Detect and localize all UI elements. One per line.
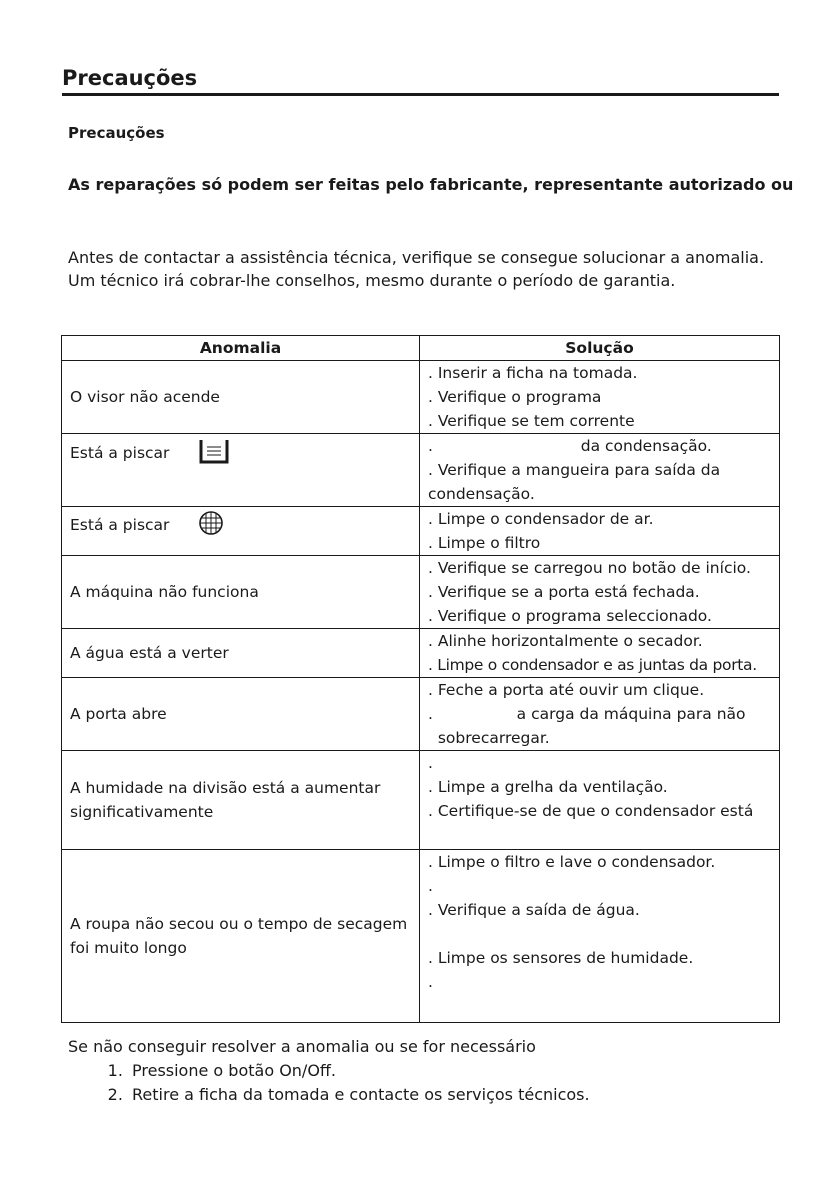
table-row: [62, 556, 780, 629]
intro-line-2: Um técnico irá cobrar-lhe conselhos, mesmo durante o período de garantia.: [68, 271, 676, 290]
solution-line: . Verifique o programa seleccionado.: [428, 607, 712, 625]
intro-text: [68, 246, 788, 292]
solution-line: . Verifique se tem corrente: [428, 412, 635, 430]
solution-line: . a carga da máquina para não: [428, 705, 746, 723]
solution-line: . Inserir a ficha na tomada.: [428, 364, 638, 382]
solution-line: . Verifique o programa: [428, 388, 602, 406]
problem-cell: A humidade na divisão está a aumentar significativamente: [62, 751, 420, 850]
solution-cell: [420, 850, 780, 1023]
column-header-solucao: Solução: [420, 336, 780, 361]
solution-line: . da condensação.: [428, 437, 712, 455]
solution-line: . Verifique se carregou no botão de início.: [428, 559, 751, 577]
solution-line: .: [428, 973, 433, 991]
footer-instructions: [68, 1035, 590, 1107]
table-row: [62, 361, 780, 434]
table-header-row: [62, 336, 780, 361]
solution-line: . Certifique-se de que o condensador está: [428, 802, 754, 820]
solution-cell: [420, 361, 780, 434]
solution-line: . Feche a porta até ouvir um clique.: [428, 681, 705, 699]
solution-cell: [420, 678, 780, 751]
intro-line-1: Antes de contactar a assistência técnica, verifique se consegue solucionar a anomalia.: [68, 248, 765, 267]
problem-text: Está a piscar: [70, 444, 170, 462]
table-row: [62, 434, 780, 507]
solution-line: .: [428, 877, 433, 895]
table-row: [62, 629, 780, 678]
solution-line: . Limpe os sensores de humidade.: [428, 949, 694, 967]
solution-line: . Limpe o condensador de ar.: [428, 510, 654, 528]
problem-text: Está a piscar: [70, 516, 170, 534]
problem-with-icon: [70, 509, 419, 541]
problem-cell: A máquina não funciona: [62, 556, 420, 629]
solution-line: . Verifique se a porta está fechada.: [428, 583, 700, 601]
solution-line: . Verifique a saída de água.: [428, 901, 640, 919]
steps-list: [68, 1059, 590, 1107]
solution-line: condensação.: [428, 485, 535, 503]
footer-text: Se não conseguir resolver a anomalia ou se for necessário: [68, 1037, 536, 1056]
problem-cell: A porta abre: [62, 678, 420, 751]
solution-line: . Verifique a mangueira para saída da: [428, 461, 721, 479]
troubleshooting-table: [61, 335, 780, 1023]
problem-cell: A água está a verter: [62, 629, 420, 678]
filter-grid-icon: [197, 509, 225, 541]
table-row: [62, 678, 780, 751]
solution-line: .: [428, 754, 433, 772]
section-heading: Precauções: [68, 124, 165, 142]
solution-line: . Limpe o condensador e as juntas da porta.: [428, 656, 757, 674]
solution-line: . Alinhe horizontalmente o secador.: [428, 632, 703, 650]
table-row: [62, 507, 780, 556]
solution-line: sobrecarregar.: [428, 729, 550, 747]
solution-line: . Limpe o filtro: [428, 534, 541, 552]
water-tank-icon: [197, 436, 231, 470]
title-divider: [62, 93, 779, 96]
solution-line: [428, 922, 779, 946]
solution-cell: [420, 507, 780, 556]
problem-cell: [62, 507, 420, 556]
problem-cell: O visor não acende: [62, 361, 420, 434]
table-row: [62, 850, 780, 1023]
solution-cell: [420, 751, 780, 850]
solution-cell: [420, 556, 780, 629]
list-item: 1. Pressione o botão On/Off.: [128, 1059, 590, 1083]
solution-line: . Limpe a grelha da ventilação.: [428, 778, 668, 796]
solution-cell: [420, 629, 780, 678]
problem-cell: [62, 434, 420, 507]
warning-text: As reparações só podem ser feitas pelo fabricante, representante autorizado ou: [68, 175, 794, 194]
table-row: [62, 751, 780, 850]
page-title: Precauções: [62, 66, 198, 90]
problem-cell: A roupa não secou ou o tempo de secagem foi muito longo: [62, 850, 420, 1023]
problem-with-icon: [70, 436, 419, 470]
column-header-anomalia: Anomalia: [62, 336, 420, 361]
solution-line: . Limpe o filtro e lave o condensador.: [428, 853, 716, 871]
solution-cell: [420, 434, 780, 507]
list-item: 2. Retire a ficha da tomada e contacte os serviços técnicos.: [128, 1083, 590, 1107]
